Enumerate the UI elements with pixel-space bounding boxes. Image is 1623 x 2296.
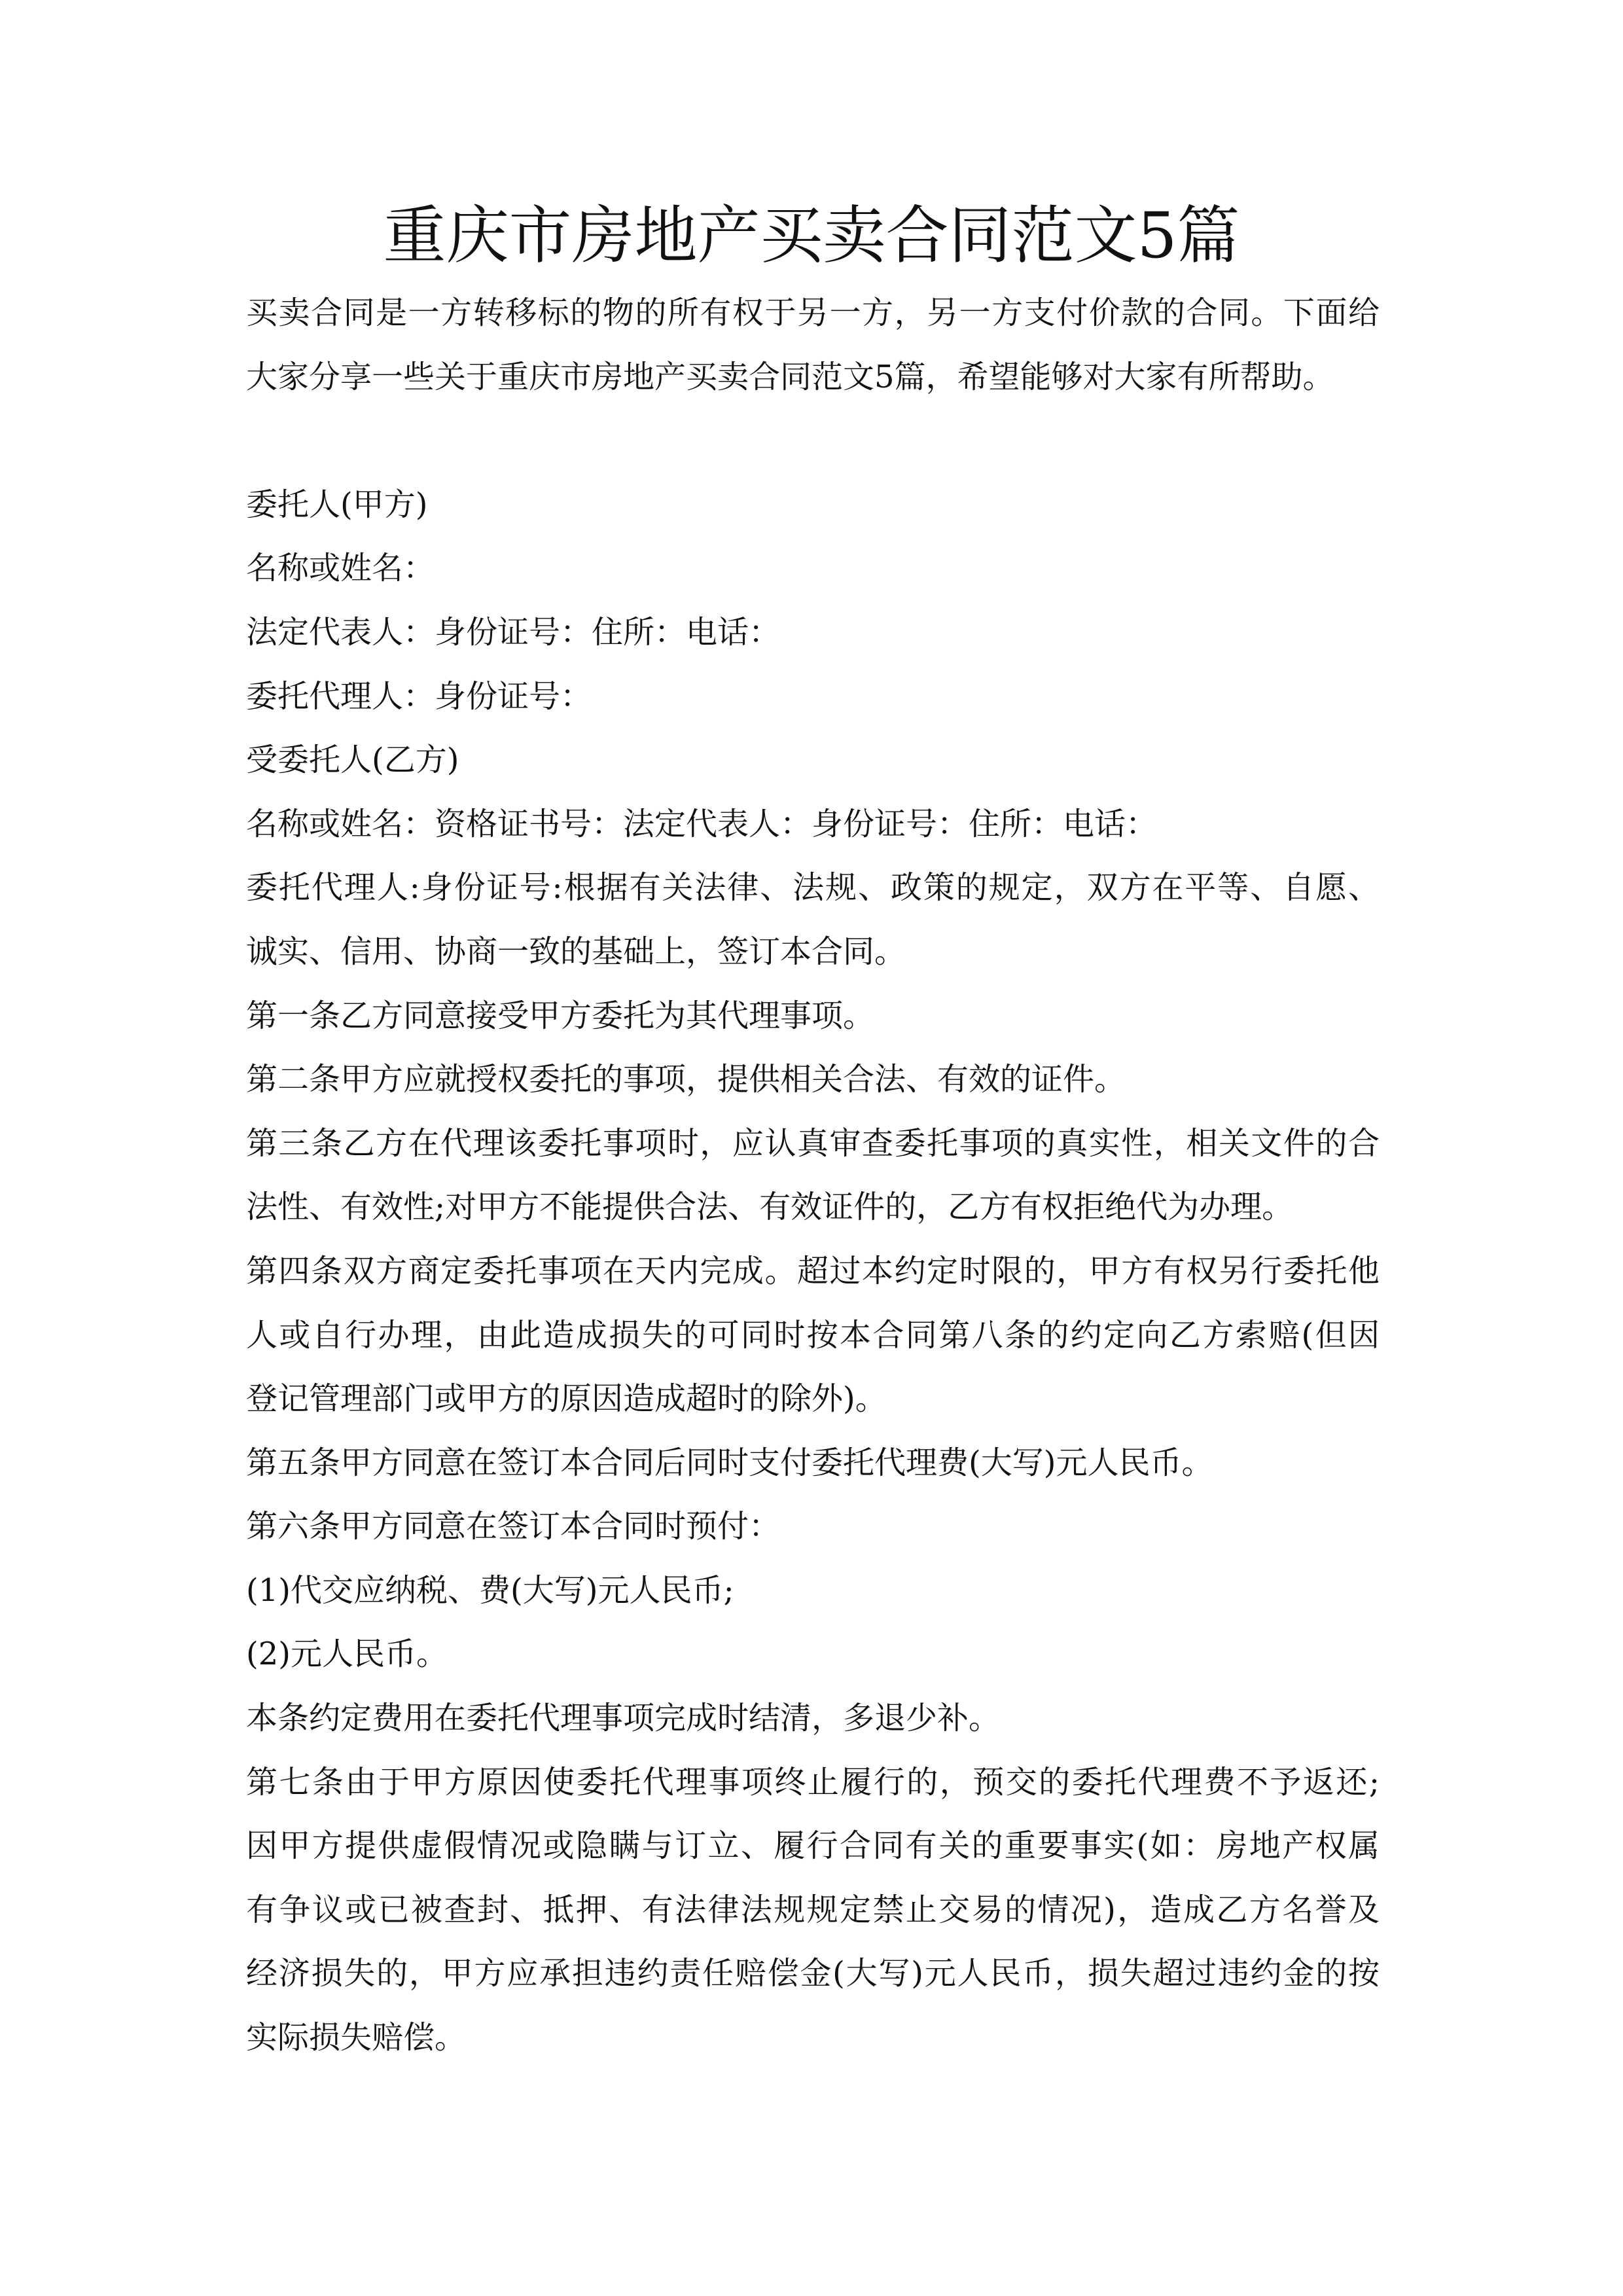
- contract-line: 第二条甲方应就授权委托的事项，提供相关合法、有效的证件。: [246, 1061, 1126, 1098]
- contract-line: 名称或姓名：资格证书号：法定代表人：身份证号：住所：电话：: [246, 805, 1158, 842]
- contract-line: 第七条由于甲方原因使委托代理事项终止履行的，预交的委托代理费不予返还;: [246, 1763, 1380, 1801]
- contract-line: (1)代交应纳税、费(大写)元人民币;: [246, 1571, 734, 1609]
- contract-line: 法性、有效性;对甲方不能提供合法、有效证件的，乙方有权拒绝代为办理。: [246, 1189, 1294, 1226]
- contract-line: 第五条甲方同意在签订本合同后同时支付委托代理费(大写)元人民币。: [246, 1444, 1213, 1481]
- contract-line: 诚实、信用、协商一致的基础上，签订本合同。: [246, 933, 906, 970]
- contract-line: 第三条乙方在代理该委托事项时，应认真审查委托事项的真实性，相关文件的合: [246, 1124, 1380, 1162]
- contract-line: (2)元人民币。: [246, 1636, 448, 1673]
- document-body: [246, 281, 1380, 2070]
- blank-line: [246, 409, 1380, 473]
- contract-line: 本条约定费用在委托代理事项完成时结清，多退少补。: [246, 1700, 1001, 1737]
- document-title: 重庆市房地产买卖合同范文5篇: [383, 199, 1240, 272]
- contract-line: 法定代表人：身份证号：住所：电话：: [246, 613, 781, 651]
- contract-line: 委托代理人:身份证号:根据有关法律、法规、政策的规定，双方在平等、自愿、: [246, 869, 1380, 906]
- contract-line: 受委托人(乙方): [246, 742, 459, 779]
- contract-line: 因甲方提供虚假情况或隐瞒与订立、履行合同有关的重要事实(如：房地产权属: [246, 1827, 1380, 1865]
- contract-line: 第一条乙方同意接受甲方委托为其代理事项。: [246, 997, 875, 1034]
- contract-line: 第六条甲方同意在签订本合同时预付：: [246, 1508, 781, 1545]
- contract-line: 实际损失赔偿。: [246, 2019, 467, 2056]
- intro-line: 大家分享一些关于重庆市房地产买卖合同范文5篇，希望能够对大家有所帮助。: [246, 358, 1334, 395]
- contract-line: 经济损失的，甲方应承担违约责任赔偿金(大写)元人民币，损失超过违约金的按: [246, 1955, 1380, 1992]
- contract-line: 第四条双方商定委托事项在天内完成。超过本约定时限的，甲方有权另行委托他: [246, 1252, 1380, 1289]
- contract-line: 有争议或已被查封、抵押、有法律法规规定禁止交易的情况)，造成乙方名誉及: [246, 1891, 1380, 1928]
- contract-line: 登记管理部门或甲方的原因造成超时的除外)。: [246, 1380, 887, 1418]
- contract-line: 委托代理人：身份证号：: [246, 677, 592, 715]
- contract-line: 人或自行办理，由此造成损失的可同时按本合同第八条的约定向乙方索赔(但因: [246, 1316, 1380, 1354]
- contract-line: 委托人(甲方): [246, 486, 428, 523]
- contract-line: 名称或姓名：: [246, 550, 435, 587]
- contract-text: [246, 473, 1380, 2070]
- intro-line: 买卖合同是一方转移标的物的所有权于另一方，另一方支付价款的合同。下面给: [246, 295, 1380, 331]
